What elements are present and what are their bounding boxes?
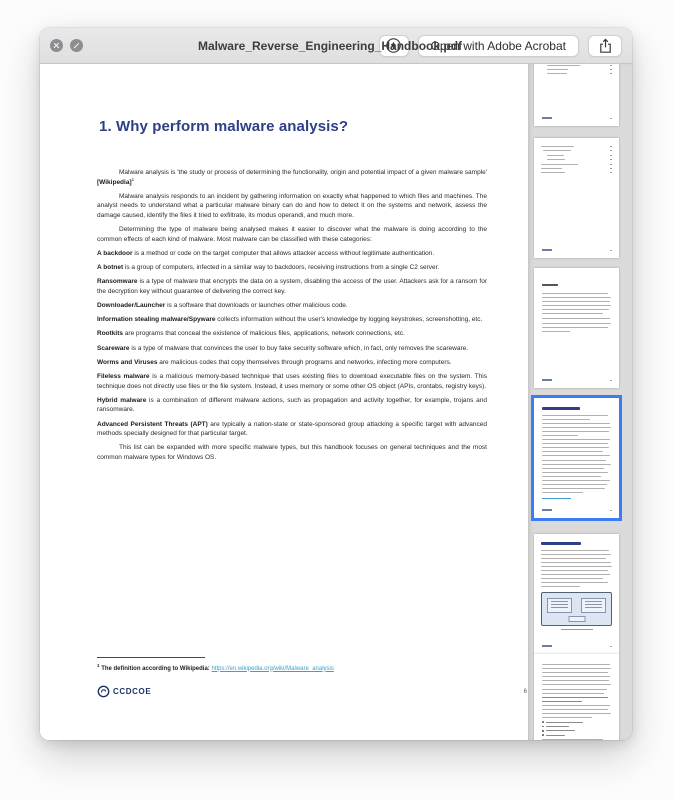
paragraph: Malware analysis is 'the study or process of determining the functionality, origin and potential impact of a given malware sample' [Wikipedia]$^1$ <box>97 169 487 186</box>
text-line-decoration <box>542 323 611 324</box>
text-line-decoration <box>542 709 608 710</box>
bullet-decoration <box>542 726 611 728</box>
thumb-footer-mark <box>542 509 552 511</box>
text-line-decoration <box>542 680 609 681</box>
text-line-decoration <box>542 301 610 302</box>
page-number: 6 <box>523 688 527 695</box>
pdf-page <box>40 64 528 740</box>
text-line-decoration <box>542 689 607 690</box>
text-line-decoration <box>542 318 610 319</box>
toc-row-decoration <box>541 164 612 165</box>
text-line-decoration <box>541 554 611 555</box>
thumb-page-number <box>610 250 612 252</box>
thumb-page-number <box>610 118 612 120</box>
text-line-decoration <box>542 331 570 332</box>
page-footer <box>97 685 527 698</box>
toc-row-decoration <box>541 168 612 169</box>
toc-row-decoration <box>541 146 612 147</box>
bullet-decoration <box>542 730 611 732</box>
text-line-decoration <box>542 423 610 424</box>
text-line-decoration <box>542 672 608 673</box>
text-line-decoration <box>541 574 610 575</box>
page-thumbnail-1[interactable] <box>534 64 619 126</box>
text-line-decoration <box>542 447 609 448</box>
text-line-decoration <box>542 439 610 440</box>
share-icon <box>598 38 613 54</box>
footnote-divider <box>97 657 205 658</box>
close-icon <box>50 39 63 52</box>
footnote-text <box>97 663 487 672</box>
page-thumbnail-6[interactable] <box>534 654 619 740</box>
page-thumbnail-3[interactable] <box>534 268 619 388</box>
text-line-decoration <box>542 460 606 461</box>
text-line-decoration <box>542 676 610 677</box>
text-line-decoration <box>542 464 611 465</box>
paragraph: Scareware is a type of malware that convinces the user to buy fake security software which, in fact, only removes the scareware. <box>97 344 469 352</box>
text-line-decoration <box>542 443 608 444</box>
paragraph: Information stealing malware/Spyware collects information without the user's knowledge by logging keystrokes, screenshotting, etc. <box>97 316 483 324</box>
toc-row-decoration <box>541 65 612 66</box>
text-line-decoration <box>542 476 601 477</box>
text-line-decoration <box>542 284 558 286</box>
text-line-decoration <box>542 451 603 452</box>
text-line-decoration <box>542 693 604 694</box>
thumb-footer-mark <box>542 249 552 251</box>
toc-row-decoration <box>541 172 612 173</box>
text-line-decoration <box>542 419 590 420</box>
preview-window <box>40 28 632 740</box>
window-title: Malware_Reverse_Engineering_Handbook.pdf <box>197 38 463 53</box>
no-entry-button[interactable] <box>70 39 83 52</box>
text-line-decoration <box>561 629 593 630</box>
page-thumbnail-selected[interactable] <box>534 398 619 518</box>
paragraph: Advanced Persistent Threats (APT) are typically a nation-state or state-sponsored group attacking a specific target with advanced methods specially designed for that particular target. <box>97 420 487 438</box>
text-line-decoration <box>541 578 603 579</box>
text-line-decoration <box>541 586 580 587</box>
text-line-decoration <box>542 717 592 718</box>
text-line-decoration <box>541 566 612 567</box>
text-line-decoration <box>542 697 608 698</box>
footnote-marker: 1 <box>97 662 100 668</box>
thumb-page-number <box>610 646 612 648</box>
text-line-decoration <box>542 427 611 428</box>
text-line-decoration <box>542 484 607 485</box>
lab-diagram-decoration <box>541 592 612 626</box>
paragraph: Downloader/Launcher is a software that downloads or launches other malicious code. <box>97 302 348 310</box>
title-bar <box>40 28 632 64</box>
text-line-decoration <box>542 431 609 432</box>
text-line-decoration <box>542 435 578 436</box>
toc-row-decoration <box>541 155 612 156</box>
toc-row-decoration <box>541 73 612 74</box>
text-line-decoration <box>542 313 603 314</box>
text-line-decoration <box>542 668 611 669</box>
document-body <box>97 168 487 463</box>
text-line-decoration <box>542 297 611 298</box>
footnote <box>97 657 487 672</box>
ccdcoe-logo <box>97 685 151 698</box>
text-line-decoration <box>542 415 608 416</box>
text-line-decoration <box>541 542 581 545</box>
text-line-decoration <box>542 739 603 740</box>
text-line-decoration <box>542 701 582 702</box>
text-line-decoration <box>541 570 608 571</box>
paragraph: Determining the type of malware being analysed makes it easier to discover what the malware is doing according to the common effects of each kind of malware. Most malware can be classified with these categories: <box>97 226 487 243</box>
open-with-adobe-acrobat-button[interactable]: Open with Adobe Acrobat <box>418 35 579 57</box>
text-line-decoration <box>542 472 608 473</box>
thumb-footer-mark <box>542 379 552 381</box>
thumbnail-sidebar[interactable] <box>528 64 632 740</box>
text-line-decoration <box>542 327 608 328</box>
footnote-link[interactable]: https://en.wikipedia.org/wiki/Malware_analysis <box>211 665 334 672</box>
page-thumbnail-5[interactable] <box>534 534 619 654</box>
text-line-decoration <box>542 684 611 685</box>
text-line-decoration <box>541 562 611 563</box>
text-line-decoration <box>542 407 580 410</box>
paragraph: Worms and Viruses are malicious codes that copy themselves through programs and networks, infecting more computers. <box>97 358 452 366</box>
thumb-footer-mark <box>542 117 552 119</box>
document-heading: 1. Why perform malware analysis? <box>99 118 349 135</box>
page-thumbnail-2[interactable] <box>534 138 619 258</box>
text-line-decoration <box>542 488 605 489</box>
text-line-decoration <box>542 468 604 469</box>
thumb-page-number <box>610 510 612 512</box>
text-line-decoration <box>542 305 611 306</box>
text-line-decoration <box>541 582 608 583</box>
paragraph: Hybrid malware is a combination of different malware actions, such as propagation and activity together, for example, trojans and ransomware. <box>97 396 487 414</box>
text-line-decoration <box>541 558 606 559</box>
text-line-decoration <box>541 550 609 551</box>
text-line-decoration <box>542 455 610 456</box>
toc-row-decoration <box>541 159 612 160</box>
pdf-viewer[interactable] <box>40 64 528 740</box>
paragraph: Fileless malware is a malicious memory-based technique that uses existing files to download executable files on the system. This technique does not directly use files or the file system. Instead, it uses memory or some other OS object (APIs, crontabs, registry keys). <box>97 373 487 390</box>
paragraph: Ransomware is a type of malware that encrypts the data on a system, disabling the access of the user. Attackers ask for a ransom for the decryption key without guarantee of delivering the correct key. <box>97 278 487 295</box>
close-button[interactable] <box>50 39 63 52</box>
paragraph: A botnet is a group of computers, infected in a similar way to backdoors, receiving instructions from a single C2 server. <box>97 264 440 272</box>
text-line-decoration <box>542 293 608 294</box>
thumb-page-number <box>610 380 612 382</box>
ccdcoe-logo-text: CCDCOE <box>113 687 152 696</box>
text-line-decoration <box>542 664 610 665</box>
text-line-decoration <box>542 480 610 481</box>
thumb-footer-mark <box>542 645 552 647</box>
text-line-decoration <box>542 492 583 493</box>
text-line-decoration <box>542 705 610 706</box>
paragraph: This list can be expanded with more specific malware types, but this handbook focuses on general techniques and the most common malware types for Windows OS. <box>97 444 487 461</box>
text-line-decoration <box>542 498 571 499</box>
toc-row-decoration <box>541 150 612 151</box>
paragraph: A backdoor is a method or code on the target computer that allows attacker access without legitimate authentication. <box>97 249 435 257</box>
share-button[interactable] <box>588 35 622 57</box>
bullet-decoration <box>542 734 611 736</box>
text-line-decoration <box>542 309 609 310</box>
toc-row-decoration <box>541 69 612 70</box>
text-line-decoration <box>542 713 611 714</box>
bullet-decoration <box>542 721 611 723</box>
no-entry-icon <box>70 39 83 52</box>
ccdcoe-logo-icon <box>97 685 110 698</box>
paragraph: Malware analysis responds to an incident by gathering information on exactly what happened to which files and machines. The analyst needs to understand what a particular malware binary can do and how to detect it on the systems and network, assess the damage caused, identify the files it tried to exfiltrate, its modus operandi, and much more. <box>97 192 487 219</box>
paragraph: Rootkits are programs that conceal the existence of malicious files, applications, network connections, etc. <box>97 330 405 338</box>
footnote-prefix: The definition according to Wikipedia: <box>101 665 212 672</box>
